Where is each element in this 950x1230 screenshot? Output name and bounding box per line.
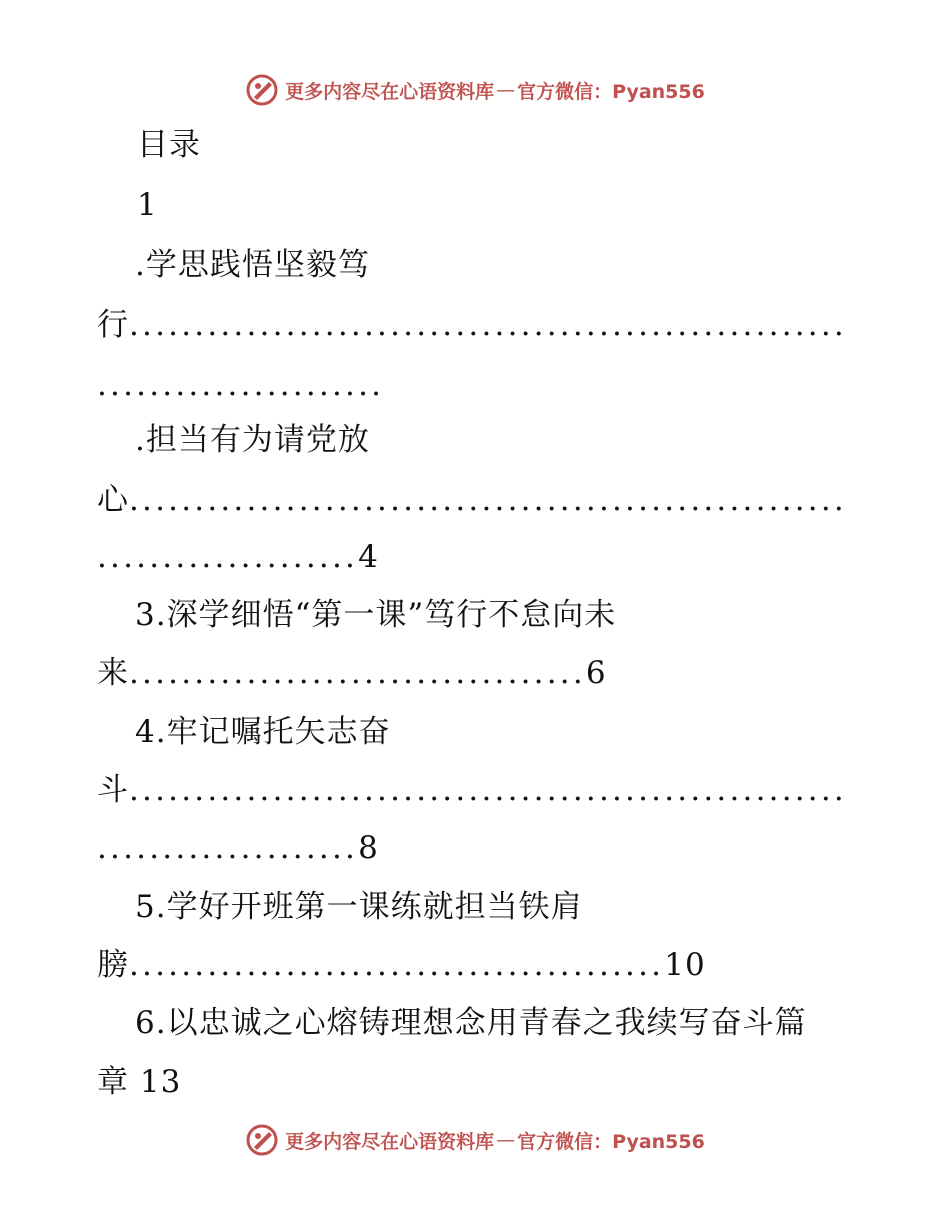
toc-item-1-leader: ....................................................... — [129, 307, 847, 343]
toc-number-1: 1 — [137, 187, 158, 223]
toc-item-1-tail: 行 — [97, 307, 129, 343]
toc-item-1-title[interactable]: .学思践悟坚毅笃 — [135, 247, 370, 283]
watermark-dash: — — [496, 79, 516, 101]
toc-item-4-page: 8 — [358, 830, 379, 866]
watermark-contact: 官方微信：Pyan556 — [517, 80, 705, 103]
toc-item-5-page: 10 — [664, 947, 706, 983]
toc-item-4-title[interactable]: 4.牢记嘱托矢志奋 — [135, 714, 391, 750]
toc-item-5-title[interactable]: 5.学好开班第一课练就担当铁肩 — [135, 889, 583, 925]
toc-item-6-title[interactable]: 6.以忠诚之心熔铸理想念用青春之我续写奋斗篇 — [135, 1005, 807, 1041]
watermark-text: 更多内容尽在心语资料库 — [285, 1130, 495, 1153]
footer-watermark — [0, 1120, 950, 1160]
toc-item-2-tail: 心 — [97, 482, 129, 518]
toc-item-4-leader-cont: ....................8 — [97, 830, 379, 866]
watermark-text: 更多内容尽在心语资料库 — [285, 80, 495, 103]
toc-item-2-title[interactable]: .担当有为请党放 — [135, 422, 370, 458]
toc-item-4-tail: 斗 — [97, 772, 129, 808]
toc-item-6-tail-char: 章 — [97, 1064, 129, 1100]
toc-item-5-leader: .........................................10 — [129, 947, 706, 983]
toc-item-3-leader: ...................................6 — [129, 655, 607, 691]
toc-item-3-title[interactable]: 3.深学细悟“第一课”笃行不怠向未 — [135, 597, 617, 633]
toc-item-4-leader: ....................................................... — [129, 772, 847, 808]
toc-item-2-leader: ....................................................... — [129, 482, 847, 518]
toc-item-3-page: 6 — [585, 655, 607, 691]
toc-item-1-leader-cont: ...................... — [97, 367, 385, 403]
watermark-dash: — — [496, 1129, 516, 1151]
brand-logo-icon — [245, 1123, 279, 1157]
toc-item-2-page: 4 — [358, 539, 379, 575]
watermark-contact: 官方微信：Pyan556 — [517, 1130, 705, 1153]
toc-item-2-leader-cont: ....................4 — [97, 539, 379, 575]
toc-title: 目录 — [137, 127, 201, 163]
toc-item-6-tail — [97, 1062, 181, 1102]
toc-item-5-tail: 膀 — [97, 947, 129, 983]
toc-item-6-page: 13 — [139, 1064, 182, 1100]
toc-item-3-tail: 来 — [97, 655, 129, 691]
